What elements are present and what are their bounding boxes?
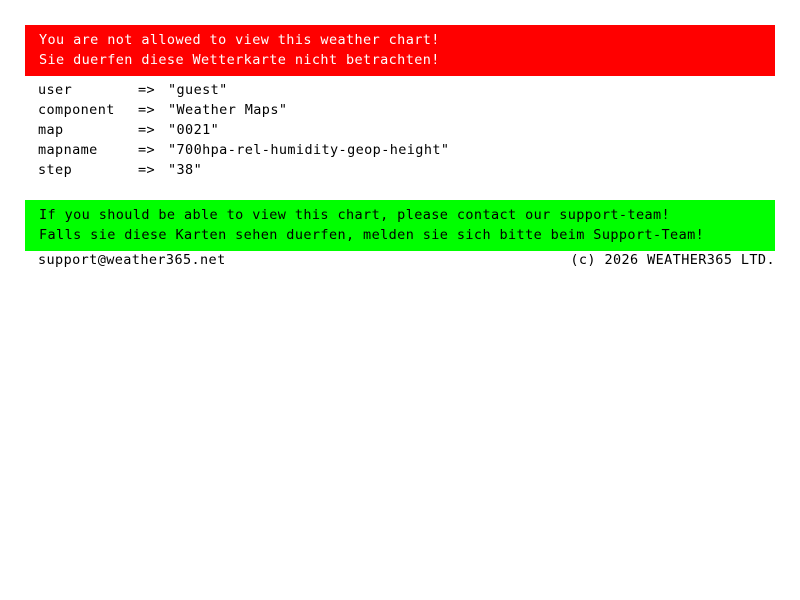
param-arrow: => [138, 82, 156, 98]
param-row [38, 120, 449, 140]
support-email-link[interactable]: support@weather365.net [38, 252, 226, 268]
param-row [38, 160, 449, 180]
support-banner [25, 200, 775, 251]
param-value-mapname: "700hpa-rel-humidity-geop-height" [168, 142, 450, 158]
param-key-user: user [38, 82, 73, 98]
param-value-component: "Weather Maps" [168, 102, 288, 118]
param-row [38, 80, 449, 100]
copyright-text: (c) 2026 WEATHER365 LTD. [570, 252, 775, 268]
param-arrow: => [138, 162, 156, 178]
access-denied-banner [25, 25, 775, 76]
request-parameters-list [38, 80, 449, 180]
param-row [38, 100, 449, 120]
param-arrow: => [138, 122, 156, 138]
param-key-map: map [38, 122, 64, 138]
access-denied-text-en: You are not allowed to view this weather chart! [39, 32, 440, 48]
support-text-en: If you should be able to view this chart, please contact our support-team! [39, 207, 671, 223]
support-text-de: Falls sie diese Karten sehen duerfen, melden sie sich bitte beim Support-Team! [39, 227, 705, 243]
param-row [38, 140, 449, 160]
param-arrow: => [138, 142, 156, 158]
footer [38, 250, 775, 270]
param-value-map: "0021" [168, 122, 220, 138]
param-value-step: "38" [168, 162, 203, 178]
param-key-component: component [38, 102, 115, 118]
access-denied-text-de: Sie duerfen diese Wetterkarte nicht betrachten! [39, 52, 440, 68]
param-arrow: => [138, 102, 156, 118]
param-key-step: step [38, 162, 73, 178]
param-key-mapname: mapname [38, 142, 98, 158]
param-value-user: "guest" [168, 82, 228, 98]
